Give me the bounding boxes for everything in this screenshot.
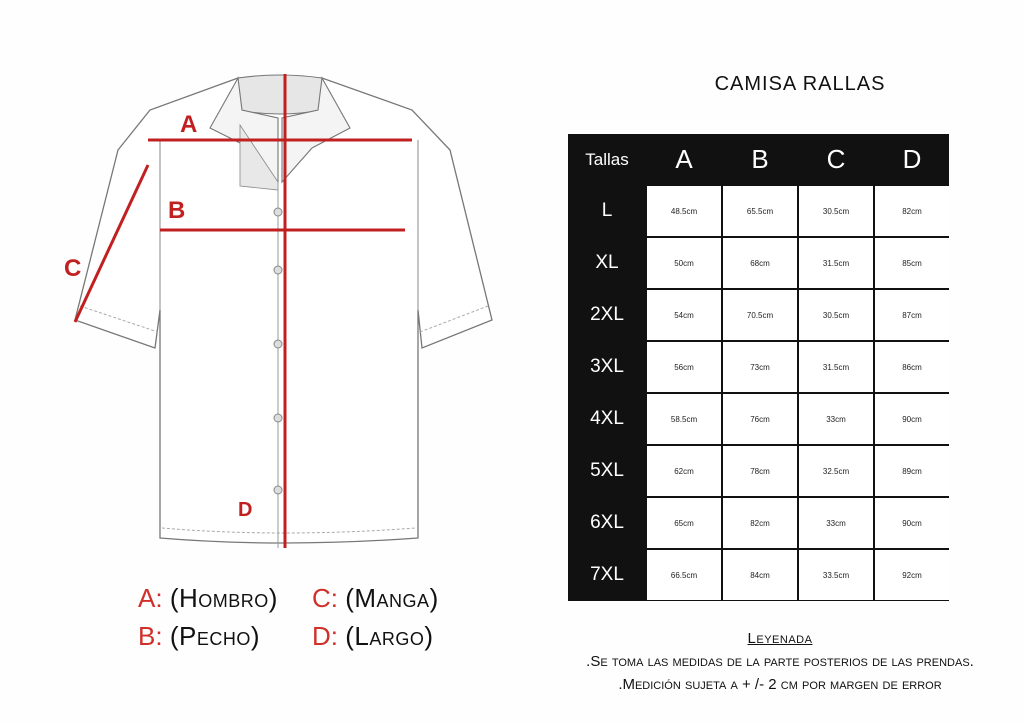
table-cell: 33cm [799, 394, 873, 444]
shirt-diagram [60, 70, 500, 560]
table-header-tallas: Tallas [585, 149, 629, 169]
table-cell: 76cm [723, 394, 797, 444]
collar-band [238, 75, 322, 114]
table-cell: 62cm [647, 446, 721, 496]
legend-text-a: (Hombro) [169, 583, 278, 613]
legend-item-a [138, 583, 278, 614]
table-cell: 33cm [799, 498, 873, 548]
table-cell: 50cm [647, 238, 721, 288]
legend-item-b [138, 621, 260, 652]
measurement-legend [138, 583, 478, 663]
table-cell: 58.5cm [647, 394, 721, 444]
table-cell: 65cm [647, 498, 721, 548]
table-cell: 56cm [647, 342, 721, 392]
table-cell: 82cm [875, 186, 949, 236]
table-cell: 85cm [875, 238, 949, 288]
table-row-size-label: 2XL [590, 304, 624, 325]
table-header-col-c: C [826, 144, 846, 174]
notes-section [540, 630, 1020, 693]
table-row-size-label: 4XL [590, 408, 624, 429]
legend-text-d: (Largo) [345, 621, 434, 651]
table-cell: 90cm [875, 498, 949, 548]
notes-heading: Leyenada [747, 630, 813, 647]
table-row-size-label: 5XL [590, 460, 624, 481]
measure-label-a: A [180, 111, 198, 138]
table-cell: 32.5cm [799, 446, 873, 496]
button [274, 208, 282, 216]
table-cell: 33.5cm [799, 550, 873, 600]
table-cell: 70.5cm [723, 290, 797, 340]
table-header-col-d: D [902, 144, 922, 174]
table-cell: 65.5cm [723, 186, 797, 236]
table-cell: 31.5cm [799, 342, 873, 392]
page-title: CAMISA RALLAS [714, 73, 886, 95]
button [274, 340, 282, 348]
table-row-size-label: XL [595, 252, 619, 273]
note-line-1: .Se toma las medidas de la parte posterios de las prendas. [586, 653, 974, 670]
table-cell: 30.5cm [799, 186, 873, 236]
legend-item-c [312, 583, 439, 614]
table-cell: 84cm [723, 550, 797, 600]
table-cell: 89cm [875, 446, 949, 496]
table-header-col-a: A [675, 144, 693, 174]
note-line-2: .Medición sujeta a + /- 2 cm por margen de error [618, 676, 942, 693]
table-cell: 92cm [875, 550, 949, 600]
table-cell: 78cm [723, 446, 797, 496]
table-cell: 82cm [723, 498, 797, 548]
table-cell: 90cm [875, 394, 949, 444]
size-table [568, 134, 949, 601]
table-cell: 48.5cm [647, 186, 721, 236]
table-cell: 87cm [875, 290, 949, 340]
button [274, 266, 282, 274]
measure-label-d: D [238, 499, 253, 521]
table-cell: 54cm [647, 290, 721, 340]
table-header-col-b: B [751, 144, 769, 174]
table-cell: 86cm [875, 342, 949, 392]
button [274, 486, 282, 494]
table-row-size-label: 6XL [590, 512, 624, 533]
table-cell: 68cm [723, 238, 797, 288]
table-cell: 66.5cm [647, 550, 721, 600]
legend-item-d [312, 621, 434, 652]
measure-label-b: B [168, 197, 186, 224]
legend-key-a: A: [138, 583, 163, 613]
table-row-size-label: L [601, 200, 613, 221]
table-row-size-label: 3XL [590, 356, 624, 377]
table-cell: 31.5cm [799, 238, 873, 288]
table-row-size-label: 7XL [590, 564, 624, 585]
legend-text-b: (Pecho) [169, 621, 260, 651]
legend-key-b: B: [138, 621, 163, 651]
button [274, 414, 282, 422]
measure-label-c: C [64, 255, 82, 282]
table-cell: 73cm [723, 342, 797, 392]
legend-text-c: (Manga) [345, 583, 439, 613]
table-cell: 30.5cm [799, 290, 873, 340]
shirt-drawing [60, 70, 500, 560]
legend-key-d: D: [312, 621, 338, 651]
legend-key-c: C: [312, 583, 338, 613]
